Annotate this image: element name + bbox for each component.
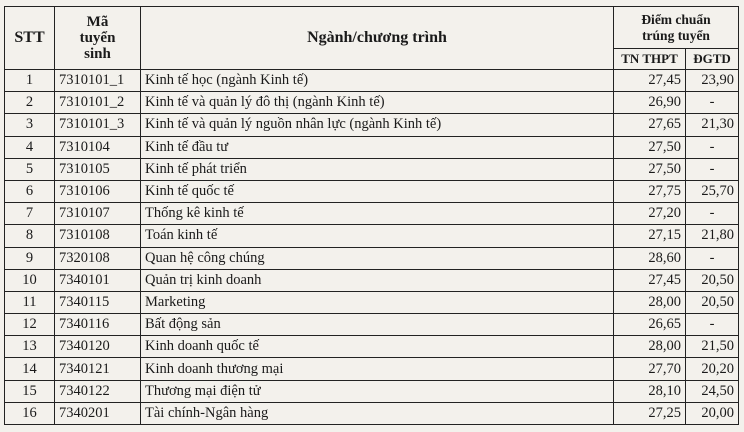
row-program-name: Kinh doanh thương mại: [141, 358, 614, 380]
row-score-dgtd: 25,70: [686, 180, 739, 202]
row-program-name: Kinh tế và quản lý đô thị (ngành Kinh tế): [141, 92, 614, 114]
table-row: [5, 70, 739, 92]
row-admission-code: 7340121: [55, 358, 141, 380]
row-score-tn-thpt: 26,65: [614, 314, 686, 336]
header-score-line2: trúng tuyển: [642, 27, 710, 43]
header-cutoff-score: [614, 7, 739, 49]
row-score-dgtd: -: [686, 203, 739, 225]
header-tn-thpt: TN THPT: [614, 49, 686, 70]
row-program-name: Thương mại điện tử: [141, 380, 614, 402]
table-row: [5, 225, 739, 247]
row-score-tn-thpt: 26,90: [614, 92, 686, 114]
row-stt: 4: [5, 136, 55, 158]
row-admission-code: 7340201: [55, 402, 141, 424]
table-row: [5, 402, 739, 424]
row-admission-code: 7310101_2: [55, 92, 141, 114]
row-stt: 16: [5, 402, 55, 424]
table-row: [5, 358, 739, 380]
table-row: [5, 291, 739, 313]
row-score-dgtd: -: [686, 247, 739, 269]
header-stt: STT: [5, 7, 55, 70]
row-admission-code: 7310104: [55, 136, 141, 158]
row-admission-code: 7340120: [55, 336, 141, 358]
row-program-name: Kinh tế phát triển: [141, 158, 614, 180]
row-program-name: Kinh tế và quản lý nguồn nhân lực (ngành Kinh tế): [141, 114, 614, 136]
admission-score-table: [4, 6, 739, 425]
row-admission-code: 7340115: [55, 291, 141, 313]
row-admission-code: 7340122: [55, 380, 141, 402]
row-stt: 8: [5, 225, 55, 247]
row-stt: 2: [5, 92, 55, 114]
table-row: [5, 136, 739, 158]
table-row: [5, 314, 739, 336]
table-row: [5, 158, 739, 180]
row-program-name: Quản trị kinh doanh: [141, 269, 614, 291]
table-body: [5, 70, 739, 425]
row-score-dgtd: -: [686, 92, 739, 114]
row-score-tn-thpt: 27,65: [614, 114, 686, 136]
header-code-line2: tuyển: [79, 30, 116, 46]
row-stt: 11: [5, 291, 55, 313]
row-score-dgtd: -: [686, 314, 739, 336]
row-stt: 1: [5, 70, 55, 92]
row-admission-code: 7310108: [55, 225, 141, 247]
header-code-line3: sinh: [84, 46, 111, 62]
header-code-line1: Mã: [86, 14, 109, 30]
row-admission-code: 7310105: [55, 158, 141, 180]
row-program-name: Thống kê kinh tế: [141, 203, 614, 225]
row-score-tn-thpt: 27,15: [614, 225, 686, 247]
row-program-name: Toán kinh tế: [141, 225, 614, 247]
row-score-dgtd: 21,50: [686, 336, 739, 358]
row-admission-code: 7340101: [55, 269, 141, 291]
row-admission-code: 7320108: [55, 247, 141, 269]
row-program-name: Kinh tế học (ngành Kinh tế): [141, 70, 614, 92]
row-score-tn-thpt: 27,75: [614, 180, 686, 202]
table-row: [5, 203, 739, 225]
table-row: [5, 180, 739, 202]
table-row: [5, 114, 739, 136]
table-row: [5, 380, 739, 402]
row-score-dgtd: 21,80: [686, 225, 739, 247]
row-score-tn-thpt: 28,00: [614, 291, 686, 313]
row-stt: 9: [5, 247, 55, 269]
row-program-name: Tài chính-Ngân hàng: [141, 402, 614, 424]
row-stt: 6: [5, 180, 55, 202]
header-admission-code: [55, 7, 141, 70]
row-stt: 12: [5, 314, 55, 336]
row-score-dgtd: 20,50: [686, 291, 739, 313]
row-score-tn-thpt: 27,50: [614, 158, 686, 180]
row-stt: 7: [5, 203, 55, 225]
table-row: [5, 247, 739, 269]
header-program: Ngành/chương trình: [141, 7, 614, 70]
row-score-tn-thpt: 27,25: [614, 402, 686, 424]
row-program-name: Kinh tế quốc tế: [141, 180, 614, 202]
header-score-line1: Điểm chuẩn: [641, 11, 711, 27]
row-program-name: Kinh tế đầu tư: [141, 136, 614, 158]
row-score-tn-thpt: 27,70: [614, 358, 686, 380]
row-score-tn-thpt: 27,45: [614, 70, 686, 92]
row-stt: 14: [5, 358, 55, 380]
row-stt: 13: [5, 336, 55, 358]
row-stt: 3: [5, 114, 55, 136]
row-program-name: Quan hệ công chúng: [141, 247, 614, 269]
row-score-tn-thpt: 27,20: [614, 203, 686, 225]
row-stt: 10: [5, 269, 55, 291]
row-score-tn-thpt: 27,50: [614, 136, 686, 158]
table-row: [5, 336, 739, 358]
row-score-dgtd: -: [686, 136, 739, 158]
row-admission-code: 7310101_3: [55, 114, 141, 136]
row-admission-code: 7340116: [55, 314, 141, 336]
row-score-dgtd: 24,50: [686, 380, 739, 402]
table-row: [5, 92, 739, 114]
row-admission-code: 7310107: [55, 203, 141, 225]
row-stt: 15: [5, 380, 55, 402]
row-score-dgtd: 20,00: [686, 402, 739, 424]
row-score-dgtd: 21,30: [686, 114, 739, 136]
row-admission-code: 7310101_1: [55, 70, 141, 92]
row-stt: 5: [5, 158, 55, 180]
row-program-name: Kinh doanh quốc tế: [141, 336, 614, 358]
row-score-tn-thpt: 28,10: [614, 380, 686, 402]
row-admission-code: 7310106: [55, 180, 141, 202]
row-score-tn-thpt: 27,45: [614, 269, 686, 291]
row-score-tn-thpt: 28,00: [614, 336, 686, 358]
row-score-tn-thpt: 28,60: [614, 247, 686, 269]
row-score-dgtd: 20,20: [686, 358, 739, 380]
table-row: [5, 269, 739, 291]
header-dgtd: ĐGTD: [686, 49, 739, 70]
row-program-name: Marketing: [141, 291, 614, 313]
row-score-dgtd: 23,90: [686, 70, 739, 92]
row-score-dgtd: 20,50: [686, 269, 739, 291]
row-program-name: Bất động sản: [141, 314, 614, 336]
row-score-dgtd: -: [686, 158, 739, 180]
